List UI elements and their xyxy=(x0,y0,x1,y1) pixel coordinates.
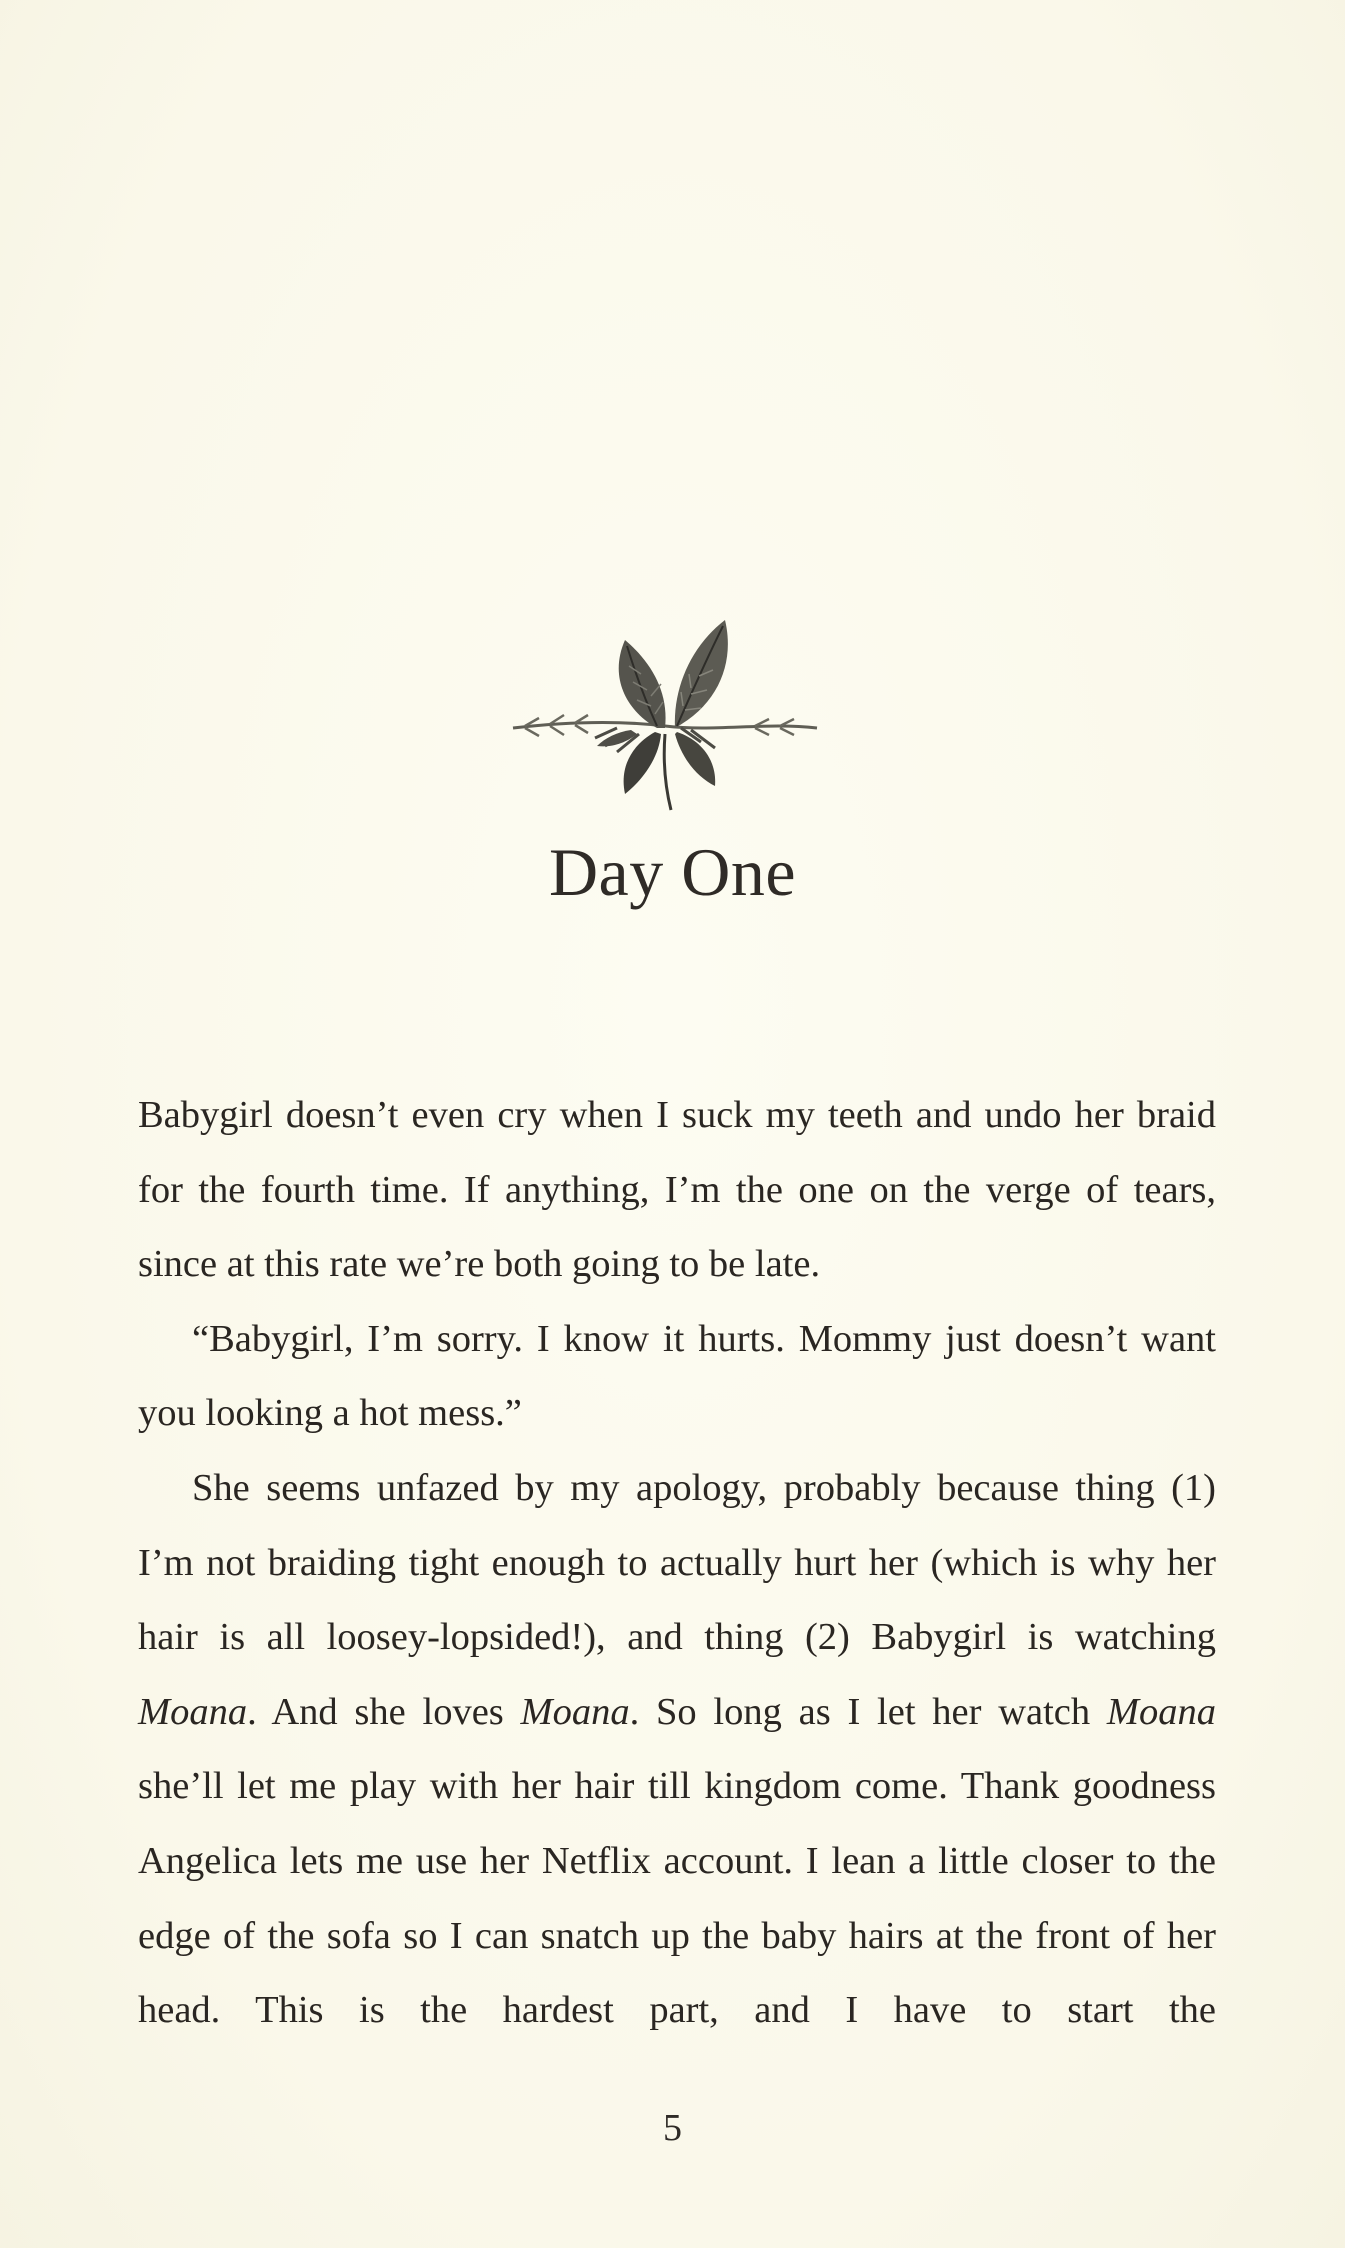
text-segment: She seems unfazed by my apology, probably because thing (1) I’m not braiding tight enough to actually hurt her (which is why her hair is all loosey-lopsided!), and thing (2) Babygirl is watching xyxy=(138,1466,1216,1659)
paragraph-3 xyxy=(138,1451,1216,2048)
italic-title: Moana xyxy=(520,1690,630,1733)
chapter-title: Day One xyxy=(548,834,797,910)
paragraph-1 xyxy=(138,1078,1216,1302)
italic-title: Moana xyxy=(1106,1690,1216,1733)
text-segment: “Babygirl, I’m sorry. I know it hurts. Mommy just doesn’t want you looking a hot mess.” xyxy=(138,1317,1216,1435)
text-segment: Babygirl doesn’t even cry when I suck my teeth and undo her braid for the fourth time. If anything, I’m the one on the verge of tears, since at this rate we’re both going to be late. xyxy=(138,1094,1216,1286)
text-segment: she’ll let me play with her hair till kingdom come. Thank goodness Angelica lets me use her Netflix account. I lean a little closer to the edge of the sofa so I can snatch up the baby hairs at the front of her head. This is the hardest part, and I have to start the xyxy=(138,1765,1216,2032)
leaf-sprig-icon xyxy=(505,610,825,820)
page-number: 5 xyxy=(663,2107,682,2149)
italic-title: Moana xyxy=(138,1690,248,1733)
text-segment: . So long as I let her watch xyxy=(629,1690,1107,1733)
body-text xyxy=(138,1078,1216,2048)
paragraph-2 xyxy=(138,1302,1216,1451)
text-segment: . And she loves xyxy=(247,1690,521,1733)
